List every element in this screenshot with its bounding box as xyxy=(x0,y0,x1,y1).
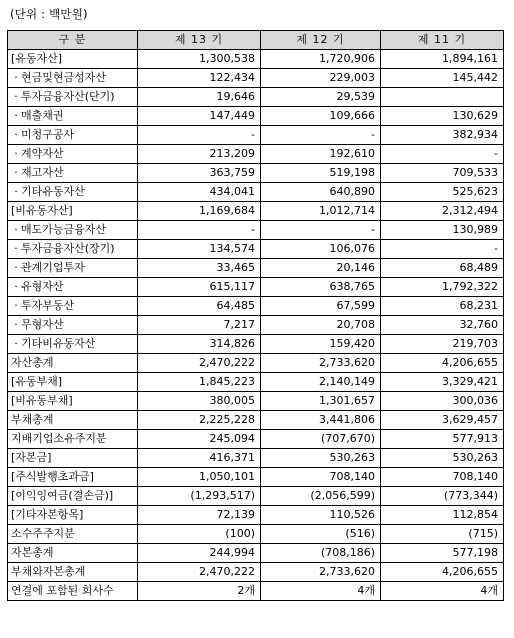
value-v12: 708,140 xyxy=(261,468,381,487)
sub-item-marker: · xyxy=(14,185,18,198)
row-label xyxy=(8,278,138,297)
table-row xyxy=(8,411,504,430)
value-v12: 1,012,714 xyxy=(261,202,381,221)
value-v12: 20,708 xyxy=(261,316,381,335)
table-row xyxy=(8,544,504,563)
value-v11: 130,989 xyxy=(381,221,504,240)
sub-item-marker: · xyxy=(14,90,18,103)
value-v12: 159,420 xyxy=(261,335,381,354)
value-v12: (2,056,599) xyxy=(261,487,381,506)
table-row xyxy=(8,563,504,582)
row-label xyxy=(8,430,138,449)
table-row xyxy=(8,316,504,335)
row-label-text: [유동자산] xyxy=(11,52,63,65)
sub-item-marker: · xyxy=(14,128,18,141)
row-label xyxy=(8,202,138,221)
row-label-text: [비유동부채] xyxy=(11,394,73,407)
table-row xyxy=(8,164,504,183)
row-label xyxy=(8,335,138,354)
value-v12: 20,146 xyxy=(261,259,381,278)
value-v11: 112,854 xyxy=(381,506,504,525)
row-label xyxy=(8,411,138,430)
row-label xyxy=(8,88,138,107)
value-v11: 4개 xyxy=(381,582,504,601)
table-row xyxy=(8,221,504,240)
row-label xyxy=(8,297,138,316)
row-label-text: 유형자산 xyxy=(21,280,64,293)
value-v12: (516) xyxy=(261,525,381,544)
value-v13: 33,465 xyxy=(138,259,261,278)
value-v11: 530,263 xyxy=(381,449,504,468)
value-v12: 67,599 xyxy=(261,297,381,316)
table-row xyxy=(8,449,504,468)
sub-item-marker: · xyxy=(14,318,18,331)
value-v11: 2,312,494 xyxy=(381,202,504,221)
row-label-text: 지배기업소유주지분 xyxy=(11,432,107,445)
value-v12: - xyxy=(261,126,381,145)
value-v11: 219,703 xyxy=(381,335,504,354)
row-label-text: [자본금] xyxy=(11,451,52,464)
row-label xyxy=(8,544,138,563)
value-v11: 1,894,161 xyxy=(381,50,504,69)
row-label xyxy=(8,164,138,183)
value-v11: 68,231 xyxy=(381,297,504,316)
table-row xyxy=(8,525,504,544)
row-label-text: 기타비유동자산 xyxy=(21,337,96,350)
value-v11: 32,760 xyxy=(381,316,504,335)
sub-item-marker: · xyxy=(14,280,18,293)
value-v13: 314,826 xyxy=(138,335,261,354)
value-v12: 110,526 xyxy=(261,506,381,525)
row-label xyxy=(8,259,138,278)
value-v13: 213,209 xyxy=(138,145,261,164)
value-v13: 2,225,228 xyxy=(138,411,261,430)
value-v11: 3,629,457 xyxy=(381,411,504,430)
value-v13: 19,646 xyxy=(138,88,261,107)
row-label xyxy=(8,126,138,145)
value-v13: - xyxy=(138,221,261,240)
value-v12: 640,890 xyxy=(261,183,381,202)
row-label-text: 현금및현금성자산 xyxy=(21,71,107,84)
row-label xyxy=(8,506,138,525)
row-label-text: [유동부채] xyxy=(11,375,63,388)
value-v13: 2,470,222 xyxy=(138,563,261,582)
value-v11: (715) xyxy=(381,525,504,544)
row-label-text: 투자금융자산(단기) xyxy=(21,90,115,103)
row-label xyxy=(8,563,138,582)
row-label-text: 계약자산 xyxy=(21,147,64,160)
sub-item-marker: · xyxy=(14,337,18,350)
row-label-text: 무형자산 xyxy=(21,318,64,331)
row-label-text: 매출채권 xyxy=(21,109,64,122)
value-v13: 1,300,538 xyxy=(138,50,261,69)
value-v12: (707,670) xyxy=(261,430,381,449)
value-v13: 245,094 xyxy=(138,430,261,449)
value-v11: 1,792,322 xyxy=(381,278,504,297)
row-label-text: 관계기업투자 xyxy=(21,261,85,274)
row-label-text: [이익잉여금(결손금)] xyxy=(11,489,114,502)
sub-item-marker: · xyxy=(14,109,18,122)
header-category: 구 분 xyxy=(8,31,138,50)
value-v13: 1,845,223 xyxy=(138,373,261,392)
table-row xyxy=(8,50,504,69)
table-row xyxy=(8,430,504,449)
value-v12: 2,733,620 xyxy=(261,563,381,582)
sub-item-marker: · xyxy=(14,261,18,274)
value-v11: 525,623 xyxy=(381,183,504,202)
value-v13: 1,050,101 xyxy=(138,468,261,487)
value-v12: 4개 xyxy=(261,582,381,601)
table-body xyxy=(8,50,504,601)
value-v12: 638,765 xyxy=(261,278,381,297)
sub-item-marker: · xyxy=(14,147,18,160)
value-v13: 1,169,684 xyxy=(138,202,261,221)
row-label-text: 미청구공사 xyxy=(21,128,75,141)
value-v13: 615,117 xyxy=(138,278,261,297)
value-v11: 4,206,655 xyxy=(381,563,504,582)
table-row xyxy=(8,487,504,506)
header-period-12: 제 12 기 xyxy=(261,31,381,50)
value-v12: 109,666 xyxy=(261,107,381,126)
row-label xyxy=(8,221,138,240)
value-v12: 229,003 xyxy=(261,69,381,88)
row-label xyxy=(8,487,138,506)
value-v13: 416,371 xyxy=(138,449,261,468)
value-v13: 2개 xyxy=(138,582,261,601)
value-v12: 1,301,657 xyxy=(261,392,381,411)
row-label xyxy=(8,525,138,544)
value-v12: 1,720,906 xyxy=(261,50,381,69)
row-label xyxy=(8,69,138,88)
value-v12: 3,441,806 xyxy=(261,411,381,430)
value-v13: (1,293,517) xyxy=(138,487,261,506)
row-label xyxy=(8,50,138,69)
value-v11: 68,489 xyxy=(381,259,504,278)
row-label-text: 매도가능금융자산 xyxy=(21,223,107,236)
sub-item-marker: · xyxy=(14,223,18,236)
header-period-13: 제 13 기 xyxy=(138,31,261,50)
value-v11: 3,329,421 xyxy=(381,373,504,392)
value-v11: 577,913 xyxy=(381,430,504,449)
value-v12: 2,733,620 xyxy=(261,354,381,373)
table-row xyxy=(8,582,504,601)
value-v13: 434,041 xyxy=(138,183,261,202)
value-v11 xyxy=(381,88,504,107)
value-v11: 300,036 xyxy=(381,392,504,411)
value-v12: 530,263 xyxy=(261,449,381,468)
table-row xyxy=(8,297,504,316)
value-v12: 106,076 xyxy=(261,240,381,259)
row-label xyxy=(8,468,138,487)
row-label xyxy=(8,354,138,373)
sub-item-marker: · xyxy=(14,299,18,312)
value-v12: 192,610 xyxy=(261,145,381,164)
table-row xyxy=(8,354,504,373)
value-v13: 72,139 xyxy=(138,506,261,525)
sub-item-marker: · xyxy=(14,71,18,84)
row-label-text: 투자부동산 xyxy=(21,299,75,312)
table-row xyxy=(8,278,504,297)
table-header-row xyxy=(8,31,504,50)
value-v12: 519,198 xyxy=(261,164,381,183)
value-v13: (100) xyxy=(138,525,261,544)
table-row xyxy=(8,126,504,145)
value-v11: (773,344) xyxy=(381,487,504,506)
table-row xyxy=(8,88,504,107)
table-row xyxy=(8,240,504,259)
row-label-text: 자산총계 xyxy=(11,356,54,369)
row-label-text: 자본총계 xyxy=(11,546,54,559)
row-label xyxy=(8,582,138,601)
row-label xyxy=(8,392,138,411)
row-label xyxy=(8,145,138,164)
row-label-text: 기타유동자산 xyxy=(21,185,85,198)
row-label-text: 투자금융자산(장기) xyxy=(21,242,115,255)
value-v13: 380,005 xyxy=(138,392,261,411)
table-row xyxy=(8,259,504,278)
value-v11: - xyxy=(381,240,504,259)
table-row xyxy=(8,183,504,202)
table-row xyxy=(8,145,504,164)
value-v11: 382,934 xyxy=(381,126,504,145)
row-label-text: 연결에 포함된 회사수 xyxy=(11,584,114,597)
row-label xyxy=(8,449,138,468)
value-v13: 363,759 xyxy=(138,164,261,183)
row-label xyxy=(8,240,138,259)
value-v13: 122,434 xyxy=(138,69,261,88)
row-label xyxy=(8,316,138,335)
value-v11: 4,206,655 xyxy=(381,354,504,373)
table-row xyxy=(8,468,504,487)
value-v13: 244,994 xyxy=(138,544,261,563)
value-v13: 2,470,222 xyxy=(138,354,261,373)
row-label-text: 재고자산 xyxy=(21,166,64,179)
sub-item-marker: · xyxy=(14,242,18,255)
table-row xyxy=(8,69,504,88)
table-row xyxy=(8,335,504,354)
value-v13: 147,449 xyxy=(138,107,261,126)
value-v12: 29,539 xyxy=(261,88,381,107)
table-row xyxy=(8,506,504,525)
value-v11: 709,533 xyxy=(381,164,504,183)
table-row xyxy=(8,392,504,411)
value-v11: 577,198 xyxy=(381,544,504,563)
value-v12: 2,140,149 xyxy=(261,373,381,392)
row-label xyxy=(8,373,138,392)
value-v12: - xyxy=(261,221,381,240)
value-v11: - xyxy=(381,145,504,164)
value-v12: (708,186) xyxy=(261,544,381,563)
header-period-11: 제 11 기 xyxy=(381,31,504,50)
row-label-text: 부채총계 xyxy=(11,413,54,426)
table-row xyxy=(8,202,504,221)
row-label xyxy=(8,183,138,202)
value-v11: 130,629 xyxy=(381,107,504,126)
sub-item-marker: · xyxy=(14,166,18,179)
row-label-text: 소수주주지분 xyxy=(11,527,75,540)
value-v11: 145,442 xyxy=(381,69,504,88)
table-row xyxy=(8,373,504,392)
unit-note: (단위 : 백만원) xyxy=(10,7,88,21)
value-v13: 7,217 xyxy=(138,316,261,335)
table-row xyxy=(8,107,504,126)
value-v13: - xyxy=(138,126,261,145)
row-label-text: [주식발행초과금] xyxy=(11,470,94,483)
row-label xyxy=(8,107,138,126)
row-label-text: [비유동자산] xyxy=(11,204,73,217)
value-v13: 134,574 xyxy=(138,240,261,259)
row-label-text: 부채와자본총계 xyxy=(11,565,86,578)
row-label-text: [기타자본항목] xyxy=(11,508,84,521)
value-v13: 64,485 xyxy=(138,297,261,316)
value-v11: 708,140 xyxy=(381,468,504,487)
financial-summary-table xyxy=(7,30,504,601)
